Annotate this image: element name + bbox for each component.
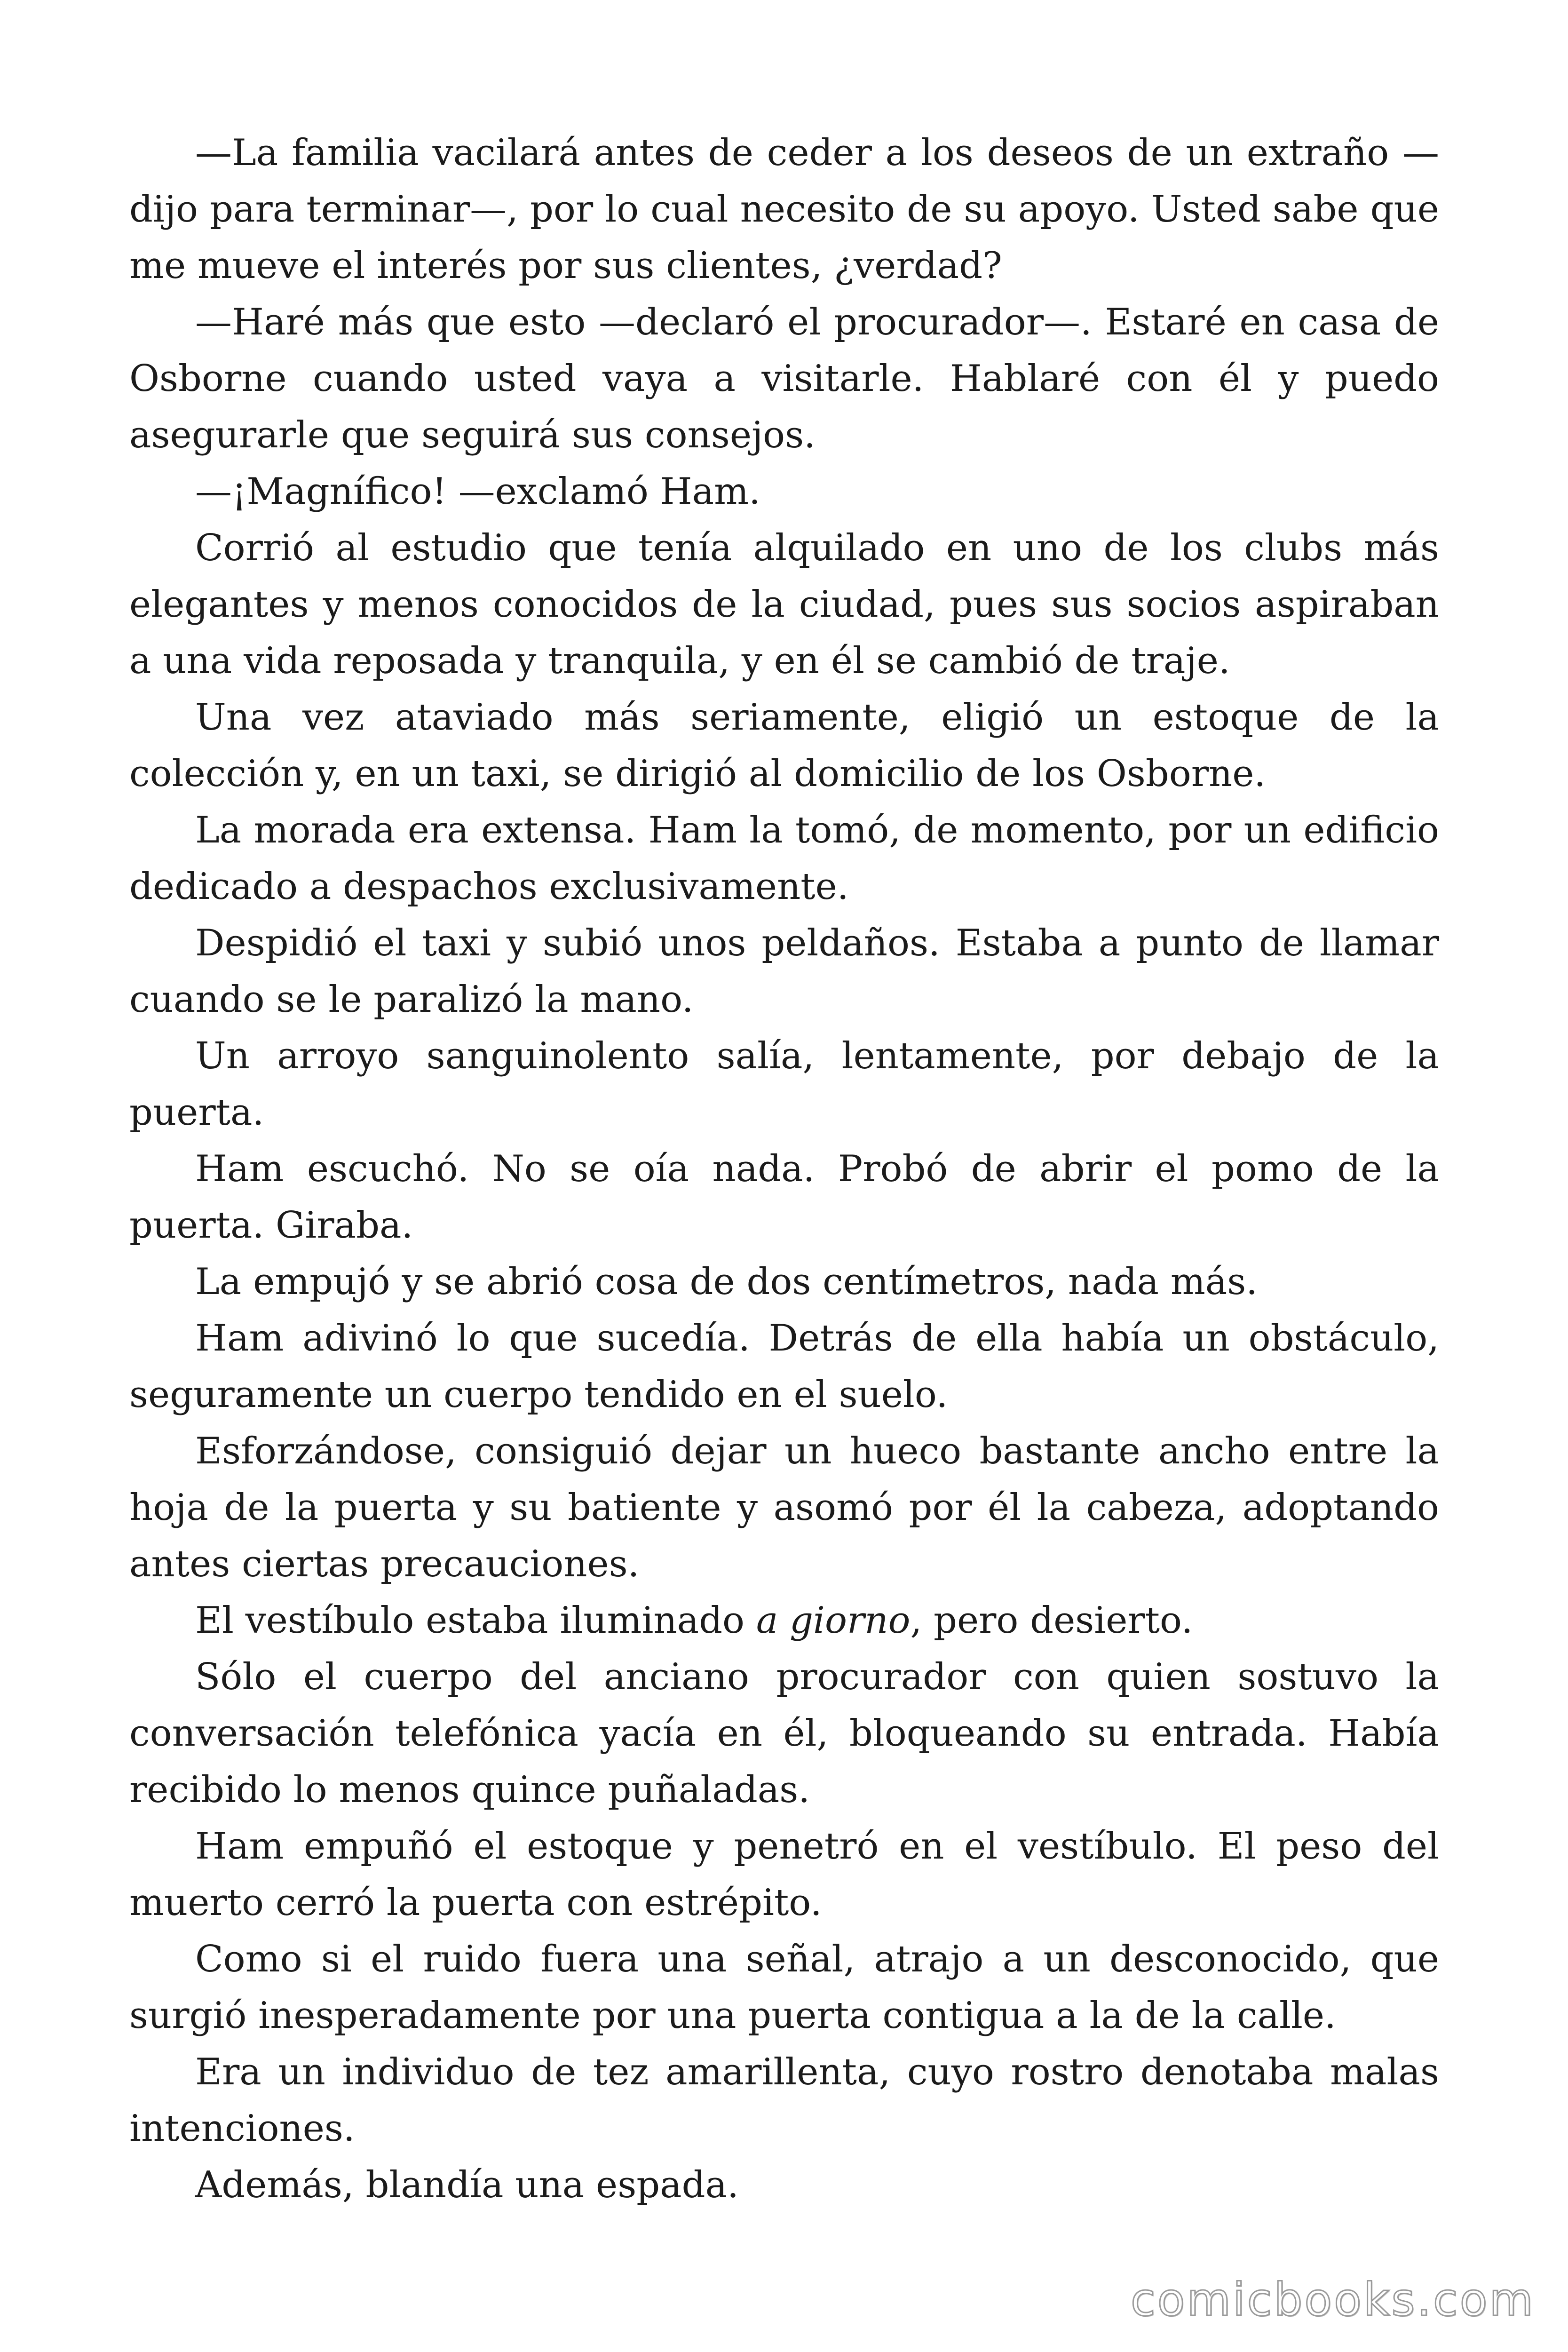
paragraph: Esforzándose, consiguió dejar un hueco bastante ancho entre la hoja de la puerta y su batiente y asomó por él la cabeza, adoptando antes ciertas precauciones.: [129, 1430, 1439, 1585]
paragraph: Ham adivinó lo que sucedía. Detrás de ella había un obstáculo, seguramente un cuerpo tendido en el suelo.: [129, 1317, 1439, 1416]
paragraph: La morada era extensa. Ham la tomó, de momento, por un edificio dedicado a despachos exclusivamente.: [129, 809, 1439, 908]
paragraph: Era un individuo de tez amarillenta, cuyo rostro denotaba malas intenciones.: [129, 2051, 1439, 2150]
watermark: comicbooks.com: [1130, 2273, 1535, 2326]
paragraph: La empujó y se abrió cosa de dos centímetros, nada más.: [195, 1261, 1258, 1303]
paragraph-text: El vestíbulo estaba iluminado: [195, 1599, 756, 1642]
paragraph-text: , pero desierto.: [910, 1599, 1193, 1642]
paragraph: Ham escuchó. No se oía nada. Probó de abrir el pomo de la puerta. Giraba.: [129, 1148, 1439, 1247]
paragraph: Corrió al estudio que tenía alquilado en uno de los clubs más elegantes y menos conocidos de la ciudad, pues sus socios aspiraban a una vida reposada y tranquila, y en él se cambió de traje.: [129, 527, 1439, 682]
paragraph: Como si el ruido fuera una señal, atrajo a un desconocido, que surgió inesperadamente por una puerta contigua a la de la calle.: [129, 1938, 1439, 2037]
paragraph: Un arroyo sanguinolento salía, lentamente, por debajo de la puerta.: [129, 1035, 1439, 1134]
paragraph: —La familia vacilará antes de ceder a los deseos de un extraño —dijo para terminar—, por lo cual necesito de su apoyo. Usted sabe que me mueve el interés por sus clientes, ¿verdad?: [129, 132, 1439, 287]
paragraph: —¡Magnífico! —exclamó Ham.: [195, 470, 760, 513]
paragraph: Sólo el cuerpo del anciano procurador con quien sostuvo la conversación telefónica yacía en él, bloqueando su entrada. Había recibido lo menos quince puñaladas.: [129, 1656, 1439, 1811]
paragraph: —Haré más que esto —declaró el procurador—. Estaré en casa de Osborne cuando usted vaya a visitarle. Hablaré con él y puedo asegurarle que seguirá sus consejos.: [129, 301, 1439, 456]
paragraph: Además, blandía una espada.: [195, 2164, 739, 2206]
paragraph: Ham empuñó el estoque y penetró en el vestíbulo. El peso del muerto cerró la puerta con estrépito.: [129, 1825, 1439, 1924]
body-text: [129, 125, 1439, 2213]
paragraph: Despidió el taxi y subió unos peldaños. Estaba a punto de llamar cuando se le paralizó la mano.: [129, 922, 1439, 1021]
paragraph-vestibulo: [129, 1592, 1439, 1649]
italic-phrase: a giorno: [756, 1599, 911, 1642]
paragraph: Una vez ataviado más seriamente, eligió un estoque de la colección y, en un taxi, se dirigió al domicilio de los Osborne.: [129, 696, 1439, 795]
